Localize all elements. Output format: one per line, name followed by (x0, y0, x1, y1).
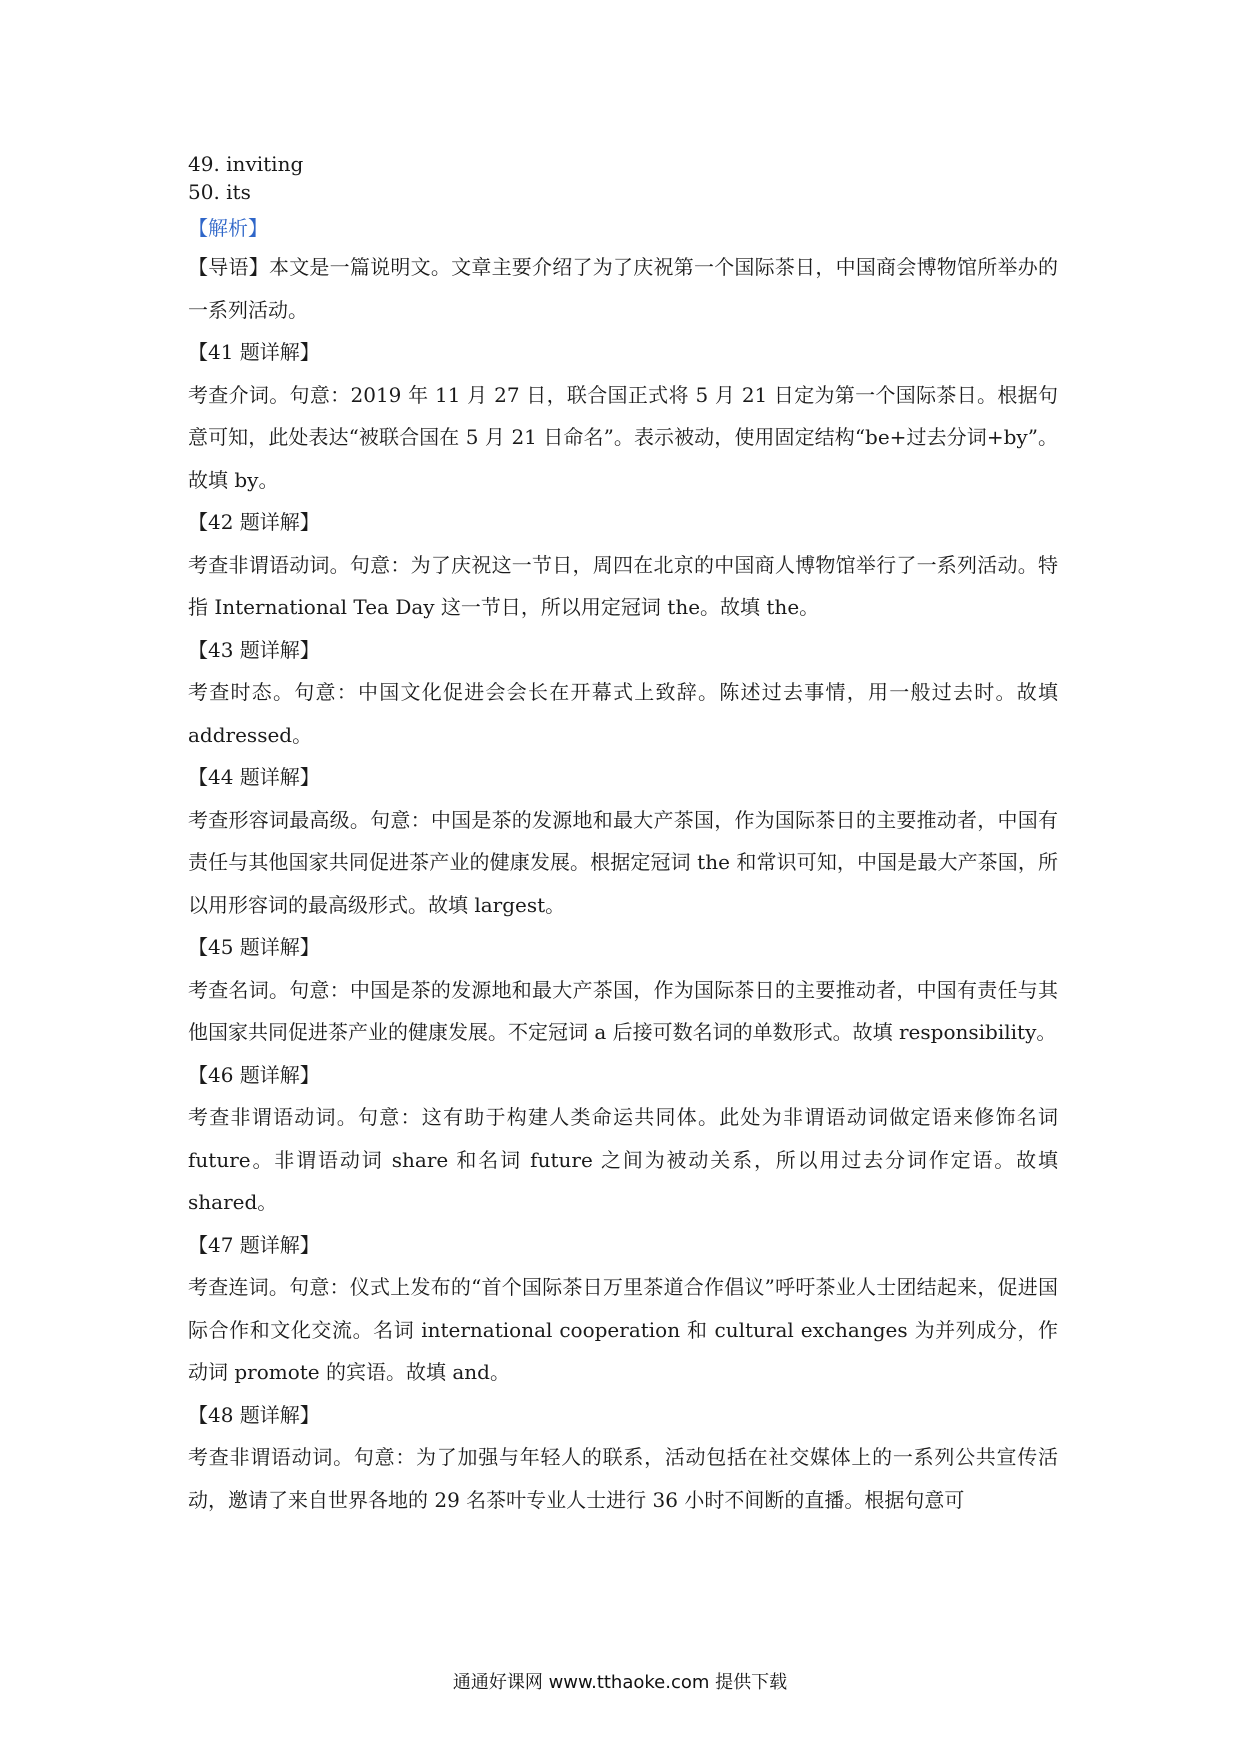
heading-47: 【47 题详解】 (188, 1232, 320, 1257)
explanation-47: 考查连词。句意：仪式上发布的“首个国际茶日万里茶道合作倡议”呼吁茶业人士团结起来，促进国际合作和文化交流。名词 international cooperation 和 cultural exchanges 为并列成分，作动词 promote 的宾语。故填 and。 (188, 1275, 1058, 1384)
heading-44: 【44 题详解】 (188, 765, 320, 789)
answer-49: 49. inviting (188, 152, 304, 176)
heading-46: 【46 题详解】 (188, 1062, 320, 1087)
heading-41: 【41 题详解】 (188, 340, 320, 364)
analysis-label: 【解析】 (188, 216, 268, 240)
explanation-43: 考查时态。句意：中国文化促进会会长在开幕式上致辞。陈述过去事情，用一般过去时。故填 addressed。 (188, 680, 1058, 747)
heading-48: 【48 题详解】 (188, 1402, 320, 1427)
explanation-42: 考查非谓语动词。句意：为了庆祝这一节日，周四在北京的中国商人博物馆举行了一系列活动。特指 International Tea Day 这一节日，所以用定冠词 the。故填 the。 (188, 552, 1058, 619)
explanation-41: 考查介词。句意：2019 年 11 月 27 日，联合国正式将 5 月 21 日定为第一个国际茶日。根据句意可知，此处表达“被联合国在 5 月 21 日命名”。表示被动，使用固定结构“be+过去分词+by”。故填 by。 (188, 382, 1058, 492)
explanation-48: 考查非谓语动词。句意：为了加强与年轻人的联系，活动包括在社交媒体上的一系列公共宣传活动，邀请了来自世界各地的 29 名茶叶专业人士进行 36 小时不间断的直播。根据句意可 (188, 1445, 1058, 1512)
heading-45: 【45 题详解】 (188, 935, 320, 959)
footer-watermark: 通通好课网 www.tthaoke.com 提供下载 (452, 1672, 788, 1693)
explanation-44: 考查形容词最高级。句意：中国是茶的发源地和最大产茶国，作为国际茶日的主要推动者，中国有责任与其他国家共同促进茶产业的健康发展。根据定冠词 the 和常识可知，中国是最大产茶国，所以用形容词的最高级形式。故填 largest。 (188, 807, 1058, 917)
document-body (188, 150, 1058, 1521)
heading-42: 【42 题详解】 (188, 510, 320, 534)
explanation-46: 考查非谓语动词。句意：这有助于构建人类命运共同体。此处为非谓语动词做定语来修饰名词 future。非谓语动词 share 和名词 future 之间为被动关系，所以用过去分词作定语。故填 shared。 (188, 1105, 1058, 1214)
heading-43: 【43 题详解】 (188, 637, 320, 662)
answer-50: 50. its (188, 180, 251, 204)
intro-paragraph: 【导语】本文是一篇说明文。文章主要介绍了为了庆祝第一个国际茶日，中国商会博物馆所举办的一系列活动。 (188, 255, 1058, 322)
explanation-45: 考查名词。句意：中国是茶的发源地和最大产茶国，作为国际茶日的主要推动者，中国有责任与其他国家共同促进茶产业的健康发展。不定冠词 a 后接可数名词的单数形式。故填 responsibility。 (188, 977, 1058, 1044)
